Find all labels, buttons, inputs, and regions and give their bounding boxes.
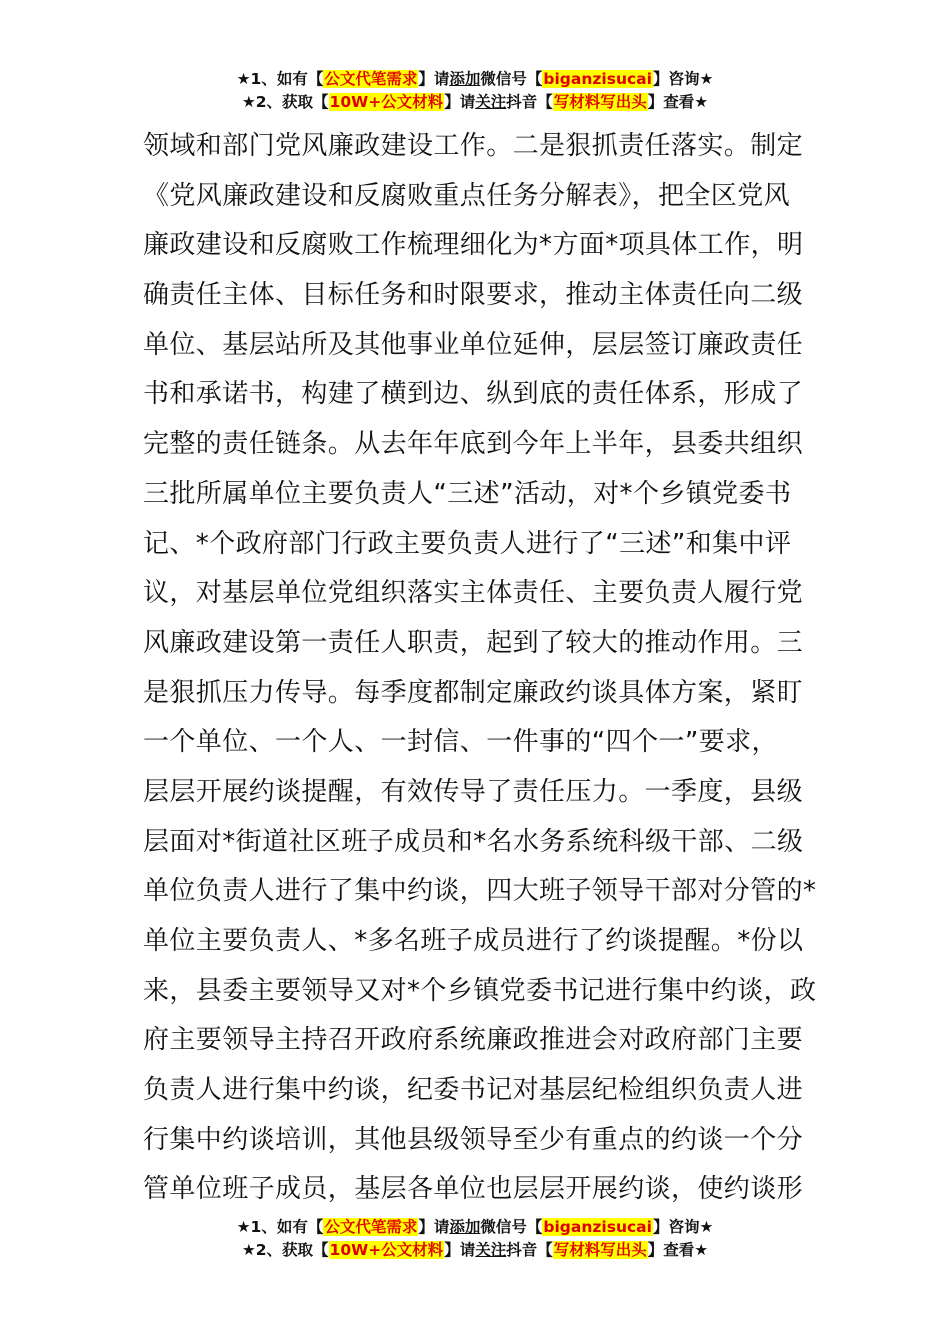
body-line: 记、*个政府部门行政主要负责人进行了“三述”和集中评 bbox=[143, 528, 792, 559]
banner-text: ★1、如有【 bbox=[236, 70, 324, 88]
banner-text: 微信号【 bbox=[480, 1218, 543, 1236]
banner-line-1 bbox=[0, 68, 950, 91]
body-line: 议，对基层单位党组织落实主体责任、主要负责人履行党 bbox=[143, 578, 804, 609]
highlight-douyin: 写材料写出头 bbox=[553, 93, 647, 111]
highlight-service: 公文代笔需求 bbox=[324, 70, 418, 88]
body-line: 行集中约谈培训，其他县级领导至少有重点的约谈一个分 bbox=[143, 1124, 804, 1155]
header-banner bbox=[0, 68, 950, 114]
banner-text: 微信号【 bbox=[480, 70, 543, 88]
body-line: 《党风廉政建设和反腐败重点任务分解表》，把全区党风 bbox=[143, 180, 791, 211]
body-line: 层层开展约谈提醒，有效传导了责任压力。一季度，县级 bbox=[143, 776, 804, 807]
banner-line-1 bbox=[0, 1216, 950, 1239]
body-line: 领域和部门党风廉政建设工作。二是狠抓责任落实。制定 bbox=[143, 131, 804, 161]
body-line: 确责任主体、目标任务和时限要求，推动主体责任向二级 bbox=[143, 280, 804, 311]
banner-text: 】咨询★ bbox=[652, 70, 714, 88]
banner-underlined-text: 关注 bbox=[475, 93, 507, 111]
body-line: 单位、基层站所及其他事业单位延伸，层层签订廉政责任 bbox=[143, 329, 804, 360]
document-body bbox=[143, 122, 817, 1215]
body-line: 廉政建设和反腐败工作梳理细化为*方面*项具体工作，明 bbox=[143, 230, 804, 261]
highlight-materials: 10W+公文材料 bbox=[329, 93, 444, 111]
body-line: 书和承诺书，构建了横到边、纵到底的责任体系，形成了 bbox=[143, 379, 804, 410]
body-line: 来，县委主要领导又对*个乡镇党委书记进行集中约谈，政 bbox=[143, 975, 817, 1006]
banner-line-2 bbox=[0, 91, 950, 114]
footer-banner bbox=[0, 1216, 950, 1262]
highlight-wechat-id: biganzisucai bbox=[543, 1218, 652, 1236]
highlight-douyin: 写材料写出头 bbox=[553, 1241, 647, 1259]
body-line: 是狠抓压力传导。每季度都制定廉政约谈具体方案，紧盯 bbox=[143, 677, 804, 708]
banner-text: 】请 bbox=[444, 1241, 476, 1259]
banner-text: 】查看★ bbox=[647, 1241, 709, 1259]
banner-text: 】请 bbox=[444, 93, 476, 111]
body-line: 府主要领导主持召开政府系统廉政推进会对政府部门主要 bbox=[143, 1025, 804, 1056]
body-line: 风廉政建设第一责任人职责，起到了较大的推动作用。三 bbox=[143, 627, 804, 658]
highlight-service: 公文代笔需求 bbox=[324, 1218, 418, 1236]
banner-text: ★1、如有【 bbox=[236, 1218, 324, 1236]
banner-text: 抖音【 bbox=[506, 93, 553, 111]
banner-text: 抖音【 bbox=[506, 1241, 553, 1259]
banner-underlined-text: 关注 bbox=[475, 1241, 507, 1259]
banner-line-2 bbox=[0, 1239, 950, 1262]
banner-text: 】请 bbox=[418, 1218, 450, 1236]
body-line: 一个单位、一个人、一封信、一件事的“四个一”要求， bbox=[143, 727, 778, 758]
body-line: 管单位班子成员，基层各单位也层层开展约谈，使约谈形 bbox=[143, 1174, 804, 1205]
banner-text: 】咨询★ bbox=[652, 1218, 714, 1236]
banner-text: ★2、获取【 bbox=[241, 1241, 329, 1259]
highlight-materials: 10W+公文材料 bbox=[329, 1241, 444, 1259]
banner-underlined-text: 添加 bbox=[449, 1218, 481, 1236]
banner-underlined-text: 添加 bbox=[449, 70, 481, 88]
body-line: 三批所属单位主要负责人“三述”活动，对*个乡镇党委书 bbox=[143, 478, 792, 509]
body-line: 负责人进行集中约谈，纪委书记对基层纪检组织负责人进 bbox=[143, 1075, 804, 1106]
banner-text: 】查看★ bbox=[647, 93, 709, 111]
body-line: 层面对*街道社区班子成员和*名水务系统科级干部、二级 bbox=[143, 826, 804, 857]
banner-text: ★2、获取【 bbox=[241, 93, 329, 111]
body-line: 单位负责人进行了集中约谈，四大班子领导干部对分管的* bbox=[143, 876, 817, 907]
body-line: 单位主要负责人、*多名班子成员进行了约谈提醒。*份以 bbox=[143, 926, 804, 956]
highlight-wechat-id: biganzisucai bbox=[543, 70, 652, 88]
banner-text: 】请 bbox=[418, 70, 450, 88]
body-line: 完整的责任链条。从去年年底到今年上半年，县委共组织 bbox=[143, 429, 804, 460]
